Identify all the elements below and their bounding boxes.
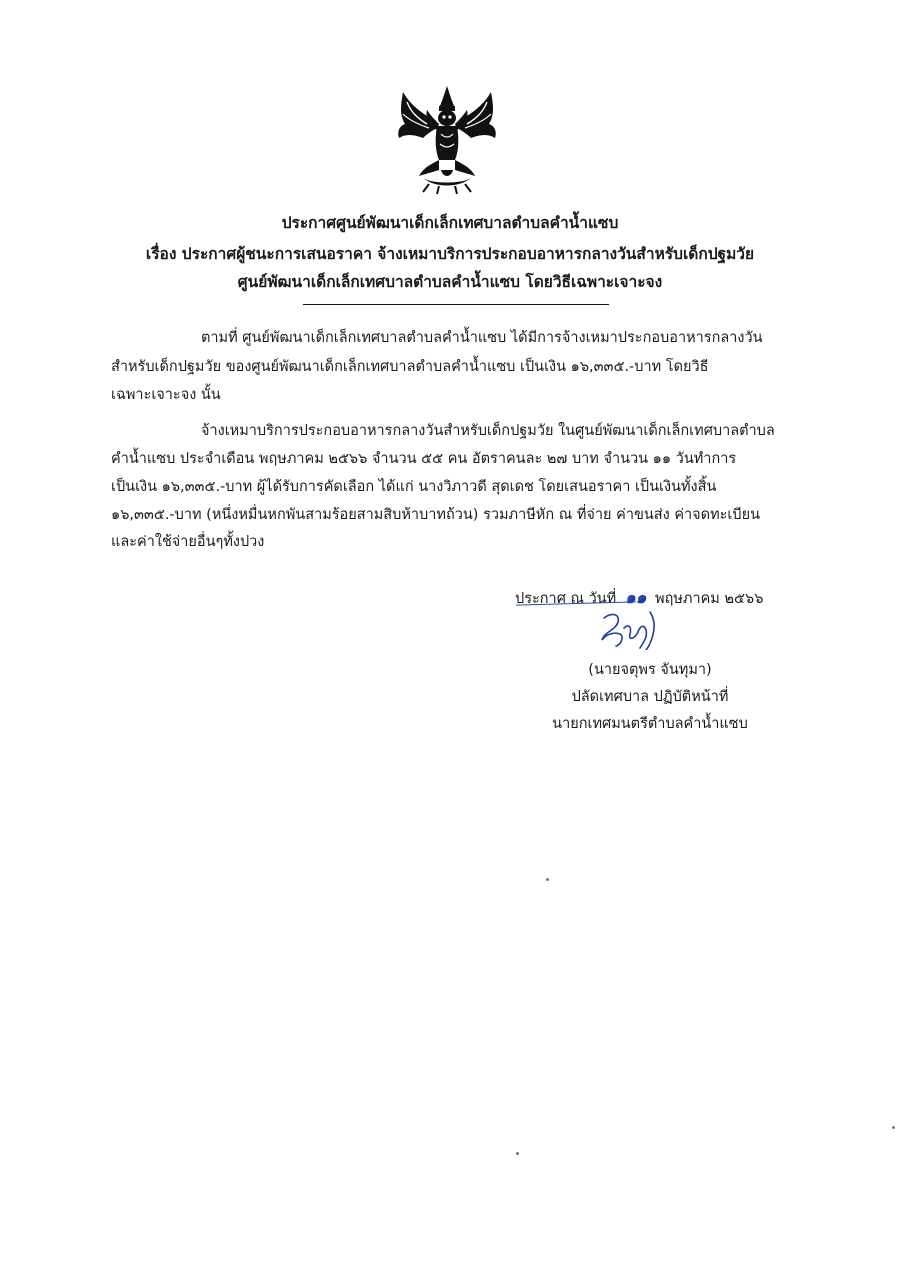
announcement-day-handwritten: ๑๑ [624, 588, 647, 608]
doc-title-line-3: ศูนย์พัฒนาเด็กเล็กเทศบาลตำบลคำน้ำแซบ โดยวิธีเฉพาะเจาะจง [237, 273, 663, 291]
scan-speck [546, 878, 549, 881]
doc-subject-line: เรื่อง ประกาศผู้ชนะการเสนอราคา จ้างเหมาบริการประกอบอาหารกลางวันสำหรับเด็กปฐมวัย [145, 245, 755, 263]
handwritten-signature [594, 604, 664, 650]
paragraph-1-line: เฉพาะเจาะจง นั้น [111, 387, 221, 403]
paragraph-1 [111, 320, 801, 410]
paragraph-1-line: ตามที่ ศูนย์พัฒนาเด็กเล็กเทศบาลตำบลคำน้ำแซบ ได้มีการจ้างเหมาประกอบอาหารกลางวัน [201, 330, 763, 346]
scan-speck [892, 1126, 895, 1129]
paragraph-2 [111, 419, 801, 569]
scan-speck [516, 1152, 519, 1155]
signer-name: (นายจตุพร จันทุมา) [588, 662, 712, 678]
paragraph-2-line: เป็นเงิน ๑๖,๓๓๕.-บาท ผู้ได้รับการคัดเลือก ได้แก่ นางวิภาวดี สุดเดช โดยเสนอราคา เป็นเงินทั้งสิ้น [111, 479, 717, 495]
paragraph-1-line: สำหรับเด็กปฐมวัย ของศูนย์พัฒนาเด็กเล็กเทศบาลตำบลคำน้ำแซบ เป็นเงิน ๑๖,๓๓๕.-บาท โดยวิธี [111, 359, 709, 375]
paragraph-2-line: คำน้ำแซบ ประจำเดือน พฤษภาคม ๒๕๖๖ จำนวน ๕๕ คน อัตราคนละ ๒๗ บาท จำนวน ๑๑ วันทำการ [111, 451, 737, 467]
announcement-month-year: พฤษภาคม ๒๕๖๖ [655, 591, 764, 607]
paragraph-2-line: และค่าใช้จ่ายอื่นๆทั้งปวง [111, 534, 265, 550]
doc-title-line-1: ประกาศศูนย์พัฒนาเด็กเล็กเทศบาลตำบลคำน้ำแซบ [281, 214, 619, 232]
paragraph-2-line: ๑๖,๓๓๕.-บาท (หนึ่งหมื่นหกพันสามร้อยสามสิบห้าบาทถ้วน) รวมภาษีหัก ณ ที่จ่าย ค่าขนส่ง ค่าจดทะเบียน [111, 507, 760, 523]
signer-position: ปลัดเทศบาล ปฏิบัติหน้าที่ [571, 689, 729, 705]
title-underline [303, 304, 609, 305]
signer-title: นายกเทศมนตรีตำบลคำน้ำแซบ [552, 716, 748, 732]
garuda-emblem [393, 84, 501, 194]
paragraph-2-line: จ้างเหมาบริการประกอบอาหารกลางวันสำหรับเด็กปฐมวัย ในศูนย์พัฒนาเด็กเล็กเทศบาลตำบล [201, 423, 775, 439]
announcement-date-prefix: ประกาศ ณ วันที่ [515, 591, 617, 607]
